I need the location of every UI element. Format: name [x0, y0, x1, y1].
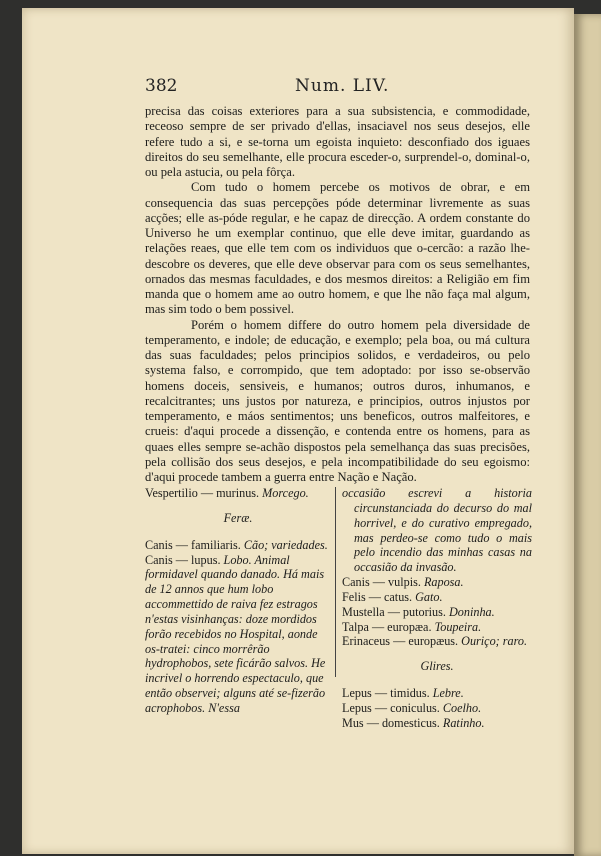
vernacular-name: Raposa.: [423, 575, 464, 590]
species-entry-talpa: [342, 620, 532, 635]
latin-name: Lepus — timidus.: [342, 686, 430, 701]
species-entry-erinaceus: [342, 634, 532, 649]
species-entry-felis: [342, 590, 532, 605]
species-entry-mustella: [342, 605, 532, 620]
vernacular-name: Morcego.: [262, 486, 309, 500]
section-title-glires: Glires.: [420, 659, 454, 674]
species-entry-canis-vulpis: [342, 575, 532, 590]
latin-name: Lepus — coniculus.: [342, 700, 440, 715]
page-header: [145, 76, 535, 98]
latin-name: Mustella — putorius.: [342, 604, 446, 619]
main-text: [145, 104, 530, 485]
vernacular-name: Doninha.: [448, 604, 495, 619]
paragraph-1: precisa das coisas exteriores para a sua subsistencia, e commodidade, receoso sempre de ser privado d'ellas, insaciavel nos seus desejos, elle refere tudo a si, e se-torna um egoista inquieto: desconfiado dos iguaes direitos do seu semelhante, elle procura esceder-o, surprendel-o, dominal-o, ou pela astucia, ou pela fôrça.: [145, 104, 530, 179]
vernacular-name: Coelho.: [442, 700, 482, 715]
vernacular-name: Toupeira.: [434, 619, 482, 634]
vernacular-name: Lebre.: [432, 686, 464, 701]
species-note: Lobo. Animal formidavel quando danado. Há mais de 12 annos que hum lobo accommettido de raiva fez estragos n'estas visinhanças: doze mordidos forão recebidos no Hospital, aonde os-tratei: cinco morrêrão hydrophobos, sete ficárão salvos. He incrivel o horrendo espectaculo, que então observei; alguns até se-fizerão acrophobos. N'essa: [145, 552, 326, 715]
species-entry-mus: [342, 716, 532, 731]
species-entry-canis-familiaris: [145, 538, 331, 553]
species-entry-canis-lupus: [145, 553, 331, 716]
right-column: [342, 486, 532, 731]
species-note-continued: occasião escrevi a historia circunstanciada do decurso do mal horrivel, e do curativo empregado, mas perdeo-se como tudo o mais pelo incendio das minhas casas na occasião da invasão.: [342, 486, 532, 575]
latin-name: Canis — lupus.: [145, 552, 221, 567]
paragraph-3: Porém o homem differe do outro homem pela diversidade de temperamento, e indole; de educação, e exemplo; pela boa, ou má cultura das suas faculdades; pelos principios solidos, e verdadeiros, ou pelo systema falso, e corrompido, que tem adoptado: por isso se-observão homens doceis, sensiveis, e humanos; outros duros, inhumanos, e recalcitrantes; uns justos por natureza, e principios, outros injustos por temperamento, e máos sentimentos; uns beneficos, outros malfeitores, e crueis: d'aqui procede a dissenção, e contenda entre os homens, para as quaes elles sempre se-achão dispostos pela semelhança das suas precisões, pela collisão dos seus desejos, e pela incompatibilidade do seu egoismo: d'aqui procede tambem a guerra entre Nação e Nação.: [145, 317, 530, 484]
vernacular-name: Gato.: [415, 589, 443, 604]
vernacular-name: Ouriço; raro.: [461, 634, 528, 649]
vernacular-name: Cão; variedades.: [243, 537, 328, 552]
species-entry-lepus-timidus: [342, 686, 532, 701]
adjacent-page-edge: [574, 14, 601, 856]
page-number: 382: [145, 76, 178, 96]
latin-name: Canis — vulpis.: [342, 575, 421, 590]
species-entry-lepus-coniculus: [342, 701, 532, 716]
latin-name: Talpa — europæa.: [342, 619, 432, 634]
latin-name: Canis — familiaris.: [145, 537, 241, 552]
running-head: Num. LIV.: [295, 76, 390, 96]
latin-name: Vespertilio — murinus.: [145, 486, 260, 500]
left-column: [145, 486, 331, 716]
vernacular-name: Ratinho.: [442, 715, 485, 730]
latin-name: Erinaceus — europæus.: [342, 634, 459, 649]
latin-name: Mus — domesticus.: [342, 715, 440, 730]
latin-name: Felis — catus.: [342, 589, 413, 604]
species-entry-vespertilio: [145, 486, 331, 501]
paragraph-2: Com tudo o homem percebe os motivos de obrar, e em consequencia das suas percepções póde determinar livremente as suas acções; elle as-póde regular, e he capaz de direcção. A ordem constante do Universo he um exemplar continuo, que elle deve imitar, guardando as relações reaes, que elle tem com os individuos que o-cercão: a razão lhe-descobre os deveres, que elle deve observar para com os seus semelhantes, ornados das mesmas faculdades, e dos mesmos direitos: a Religião em fim manda que o homem ame ao outro homem, e que lhe não faça mal algum, mas sim todo o bem possivel.: [145, 180, 530, 317]
section-title-ferae: Feræ.: [223, 510, 253, 525]
column-divider: [335, 487, 336, 677]
